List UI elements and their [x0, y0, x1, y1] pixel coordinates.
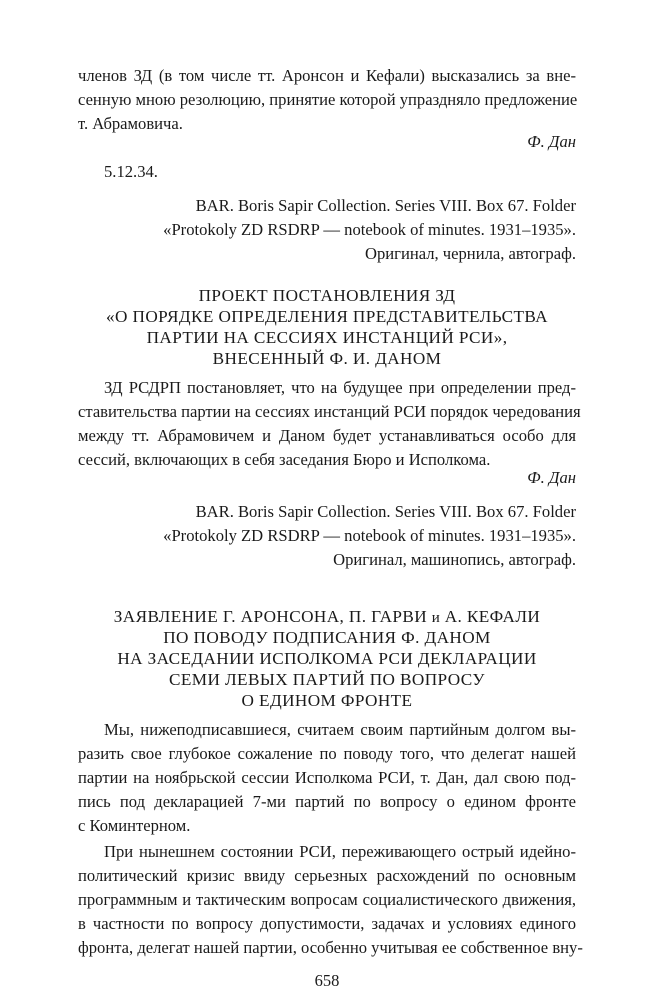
- text-line: разить свое глубокое сожаление по поводу того, что делегат нашей: [78, 744, 576, 763]
- section-heading-line: ПО ПОВОДУ ПОДПИСАНИЯ Ф. ДАНОМ: [163, 628, 491, 647]
- archive-source-line: BAR. Boris Sapir Collection. Series VIII. Box 67. Folder: [195, 196, 576, 215]
- text-line: политический кризис ввиду серьезных расхождений по основным: [78, 866, 576, 885]
- section-heading-line: НА ЗАСЕДАНИИ ИСПОЛКОМА РСИ ДЕКЛАРАЦИИ: [117, 649, 537, 668]
- section-heading-line: ВНЕСЕННЫЙ Ф. И. ДАНОМ: [212, 349, 442, 368]
- text-line: ставительства партии на сессиях инстанций РСИ порядок чередования: [78, 402, 581, 421]
- section-heading-line: ПАРТИИ НА СЕССИЯХ ИНСТАНЦИЙ РСИ»,: [146, 328, 508, 347]
- signature: Ф. Дан: [527, 468, 576, 487]
- section-heading-line: СЕМИ ЛЕВЫХ ПАРТИЙ ПО ВОПРОСУ: [169, 670, 485, 689]
- section-heading-line: О ЕДИНОМ ФРОНТЕ: [241, 691, 413, 710]
- heading-text: ЗАЯВЛЕНИЕ Г. АРОНСОНА, П. ГАРВИ: [113, 607, 428, 626]
- signature: Ф. Дан: [527, 132, 576, 151]
- text-line: программным и тактическим вопросам социалистического движения,: [78, 890, 576, 909]
- section-heading-line: ПРОЕКТ ПОСТАНОВЛЕНИЯ ЗД: [198, 286, 456, 305]
- heading-text: А. КЕФАЛИ: [444, 607, 541, 626]
- text-line: с Коминтерном.: [78, 816, 191, 835]
- text-line: сессий, включающих в себя заседания Бюро и Исполкома.: [78, 450, 491, 469]
- text-line: партии на ноябрьской сессии Исполкома РСИ, т. Дан, дал свою под-: [78, 768, 576, 787]
- text-line: т. Абрамовича.: [78, 114, 183, 133]
- text-line: пись под декларацией 7-ми партий по вопросу о едином фронте: [78, 792, 576, 811]
- archive-source-line: Оригинал, машинопись, автограф.: [333, 550, 576, 569]
- section-heading-line: «О ПОРЯДКЕ ОПРЕДЕЛЕНИЯ ПРЕДСТАВИТЕЛЬСТВА: [106, 307, 548, 326]
- section-heading-line: [78, 606, 576, 629]
- page-number: 658: [314, 971, 340, 990]
- text-line: ЗД РСДРП постановляет, что на будущее при определении пред-: [104, 378, 576, 397]
- date: 5.12.34.: [104, 162, 158, 181]
- text-line: между тт. Абрамовичем и Даном будет устанавливаться особо для: [78, 426, 576, 445]
- text-line: Мы, нижеподписавшиеся, считаем своим партийным долгом вы-: [104, 720, 576, 739]
- archive-source-line: «Protokoly ZD RSDRP — notebook of minutes. 1931–1935».: [163, 526, 576, 545]
- archive-source-line: «Protokoly ZD RSDRP — notebook of minutes. 1931–1935».: [163, 220, 576, 239]
- archive-source-line: BAR. Boris Sapir Collection. Series VIII. Box 67. Folder: [195, 502, 576, 521]
- text-line: фронта, делегат нашей партии, особенно учитывая ее собственное вну-: [78, 938, 583, 957]
- archive-source-line: Оригинал, чернила, автограф.: [364, 244, 576, 263]
- text-line: в частности по вопросу допустимости, задачах и условиях единого: [78, 914, 576, 933]
- text-line: сенную мною резолюцию, принятие которой упраздняло предложение: [78, 90, 578, 109]
- text-line: При нынешнем состоянии РСИ, переживающего острый идейно-: [104, 842, 576, 861]
- text-line: членов ЗД (в том числе тт. Аронсон и Кефали) высказались за вне-: [78, 66, 576, 85]
- heading-conjunction: и: [431, 610, 440, 626]
